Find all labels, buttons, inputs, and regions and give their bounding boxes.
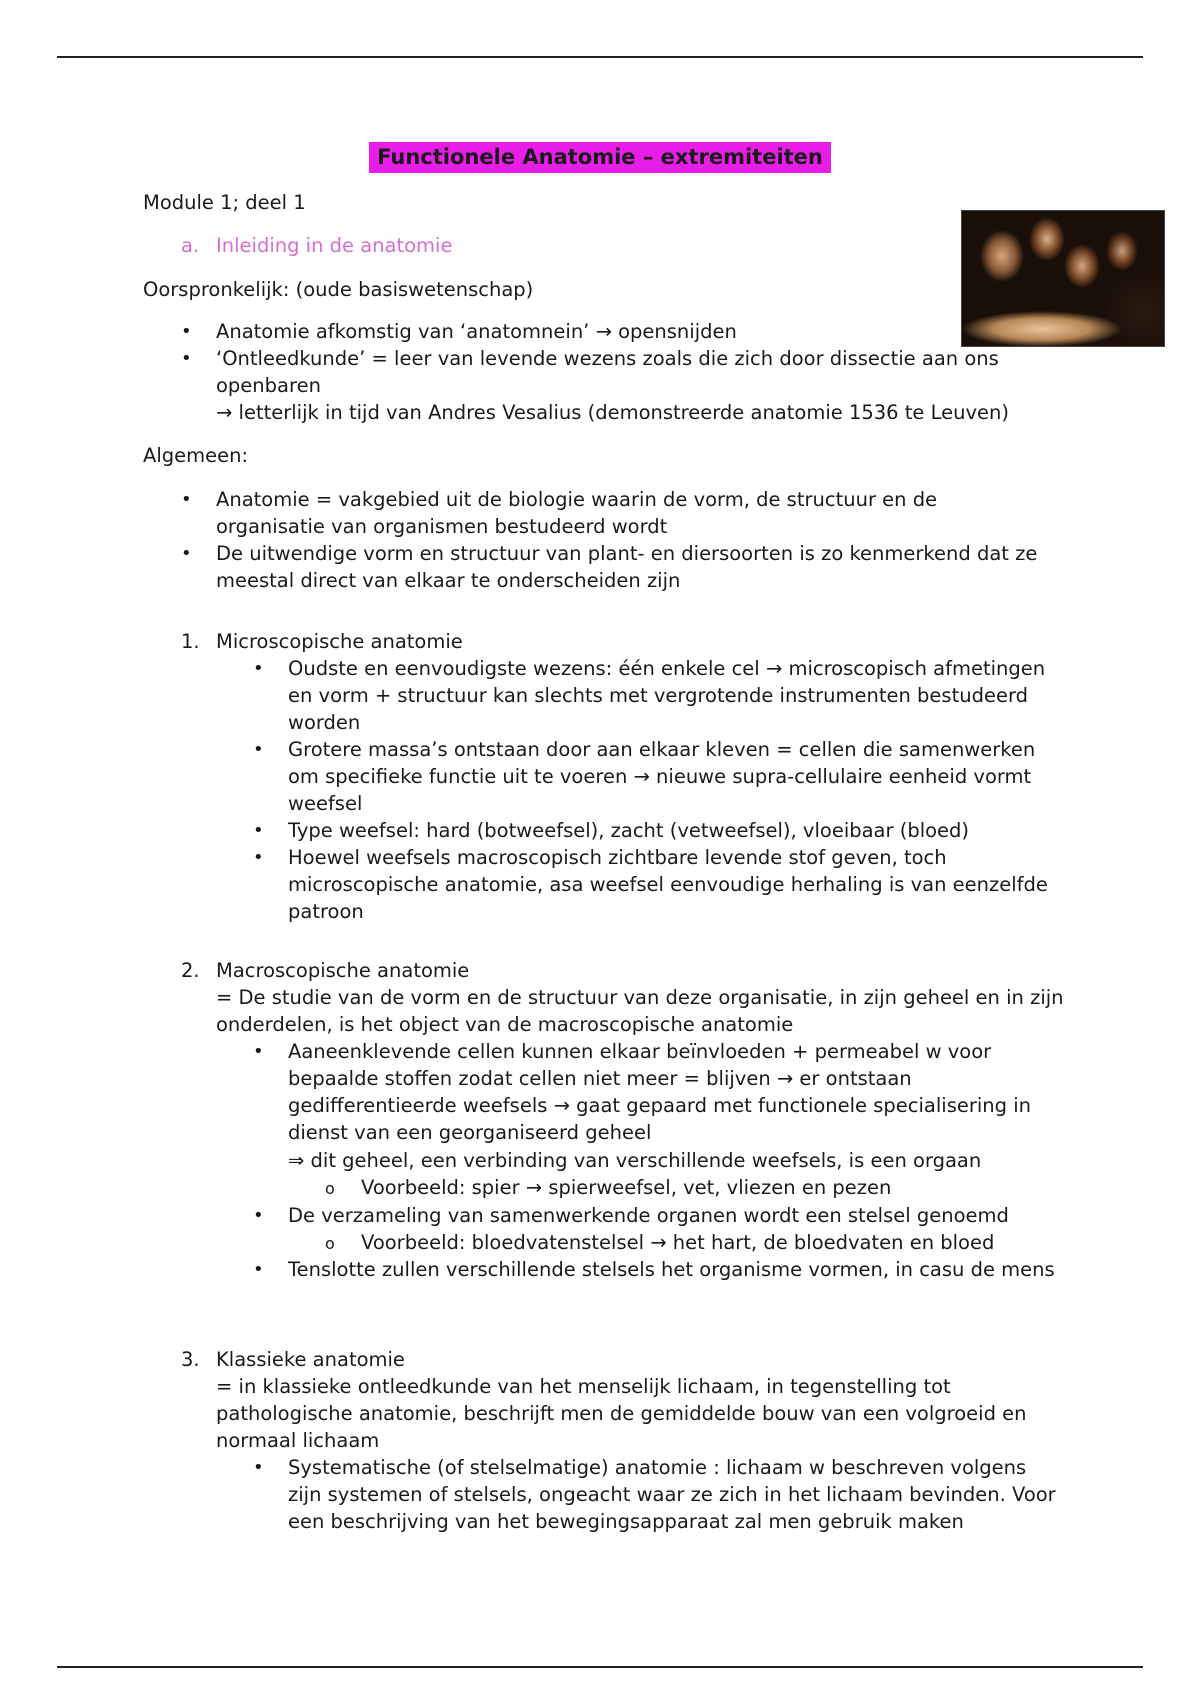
list-item: • Anatomie afkomstig van ‘anatomnein’ → opensnijden: [216, 318, 1046, 345]
list-item: • Aaneenklevende cellen kunnen elkaar beïnvloeden + permeabel w voor bepaalde stoffen zodat cellen niet meer = blijven → er ontstaan gedifferentieerde weefsels → gaat gepaard met functionele specialisering in dienst van een georganiseerd geheel: [288, 1038, 1058, 1146]
list-item: • Systematische (of stelselmatige) anatomie : lichaam w beschreven volgens zijn systemen of stelsels, ongeacht waar ze zich in het lichaam bevinden. Voor een beschrijving van het bewegingsapparaat zal men gebruik maken: [288, 1454, 1058, 1535]
vesalius-note: → letterlijk in tijd van Andres Vesalius (demonstreerde anatomie 1536 te Leuven): [216, 401, 1009, 424]
title-wrap: [0, 142, 1200, 173]
list-item: • Type weefsel: hard (botweefsel), zacht (vetweefsel), vloeibaar (bloed): [288, 817, 1058, 844]
section-2-title: Macroscopische anatomie: [216, 959, 470, 982]
list-item: • Anatomie = vakgebied uit de biologie waarin de vorm, de structuur en de organisatie van organismen bestudeerd wordt: [216, 486, 1046, 540]
section-3-marker: 3.: [181, 1348, 200, 1371]
section-2-list-c: [288, 1256, 1058, 1283]
section-2-intro: = De studie van de vorm en de structuur van deze organisatie, in zijn geheel en in zijn onderdelen, is het object van de macroscopische anatomie: [216, 986, 1064, 1036]
section-1-heading: [181, 628, 463, 655]
section-1-list: [288, 655, 1058, 925]
sub-item-bloedvaten: o Voorbeeld: bloedvatenstelsel → het hart, de bloedvaten en bloed: [325, 1229, 994, 1257]
list-item: • De uitwendige vorm en structuur van plant- en diersoorten is zo kenmerkend dat ze meestal direct van elkaar te onderscheiden zijn: [216, 540, 1046, 594]
list-item: • De verzameling van samenwerkende organen wordt een stelsel genoemd: [288, 1202, 1058, 1229]
section-a-heading: [181, 232, 452, 259]
section-2-marker: 2.: [181, 959, 200, 982]
section-1-marker: 1.: [181, 630, 200, 653]
orgaan-note: ⇒ dit geheel, een verbinding van verschillende weefsels, is een orgaan: [288, 1149, 982, 1172]
sub-item-spier: o Voorbeeld: spier → spierweefsel, vet, vliezen en pezen: [325, 1174, 891, 1202]
section-2-list-b: [288, 1202, 1058, 1229]
sub-marker: o: [325, 1179, 335, 1198]
list-item: • Grotere massa’s ontstaan door aan elkaar kleven = cellen die samenwerken om specifieke functie uit te voeren → nieuwe supra-cellulaire eenheid vormt weefsel: [288, 736, 1058, 817]
list-item: • Tenslotte zullen verschillende stelsels het organisme vormen, in casu de mens: [288, 1256, 1058, 1283]
algemeen-label: Algemeen:: [143, 444, 249, 467]
page-title: Functionele Anatomie – extremiteiten: [369, 142, 831, 173]
section-3-title: Klassieke anatomie: [216, 1348, 405, 1371]
section-1-title: Microscopische anatomie: [216, 630, 463, 653]
oorspronkelijk-list: [216, 318, 1046, 399]
footer-rule: [57, 1666, 1143, 1668]
list-item: • Oudste en eenvoudigste wezens: één enkele cel → microscopisch afmetingen en vorm + structuur kan slechts met vergrotende instrumenten bestudeerd worden: [288, 655, 1058, 736]
section-3-heading: [181, 1346, 405, 1373]
module-label: Module 1; deel 1: [143, 191, 306, 214]
section-3-list: [288, 1454, 1058, 1535]
section-3-intro: = in klassieke ontleedkunde van het menselijk lichaam, in tegenstelling tot pathologische anatomie, beschrijft men de gemiddelde bouw van een volgroeid en normaal lichaam: [216, 1375, 1027, 1452]
oorspronkelijk-label: Oorspronkelijk: (oude basiswetenschap): [143, 278, 534, 301]
list-item: • ‘Ontleedkunde’ = leer van levende wezens zoals die zich door dissectie aan ons openbaren: [216, 345, 1046, 399]
algemeen-list: [216, 486, 1046, 594]
section-a-marker: a.: [181, 234, 200, 257]
section-2-heading: [181, 957, 469, 984]
section-a-label: Inleiding in de anatomie: [216, 234, 453, 257]
header-rule: [57, 56, 1143, 58]
sub-marker: o: [325, 1234, 335, 1253]
list-item: • Hoewel weefsels macroscopisch zichtbare levende stof geven, toch microscopische anatomie, asa weefsel eenvoudige herhaling is van eenzelfde patroon: [288, 844, 1058, 925]
section-2-list-a: [288, 1038, 1058, 1146]
